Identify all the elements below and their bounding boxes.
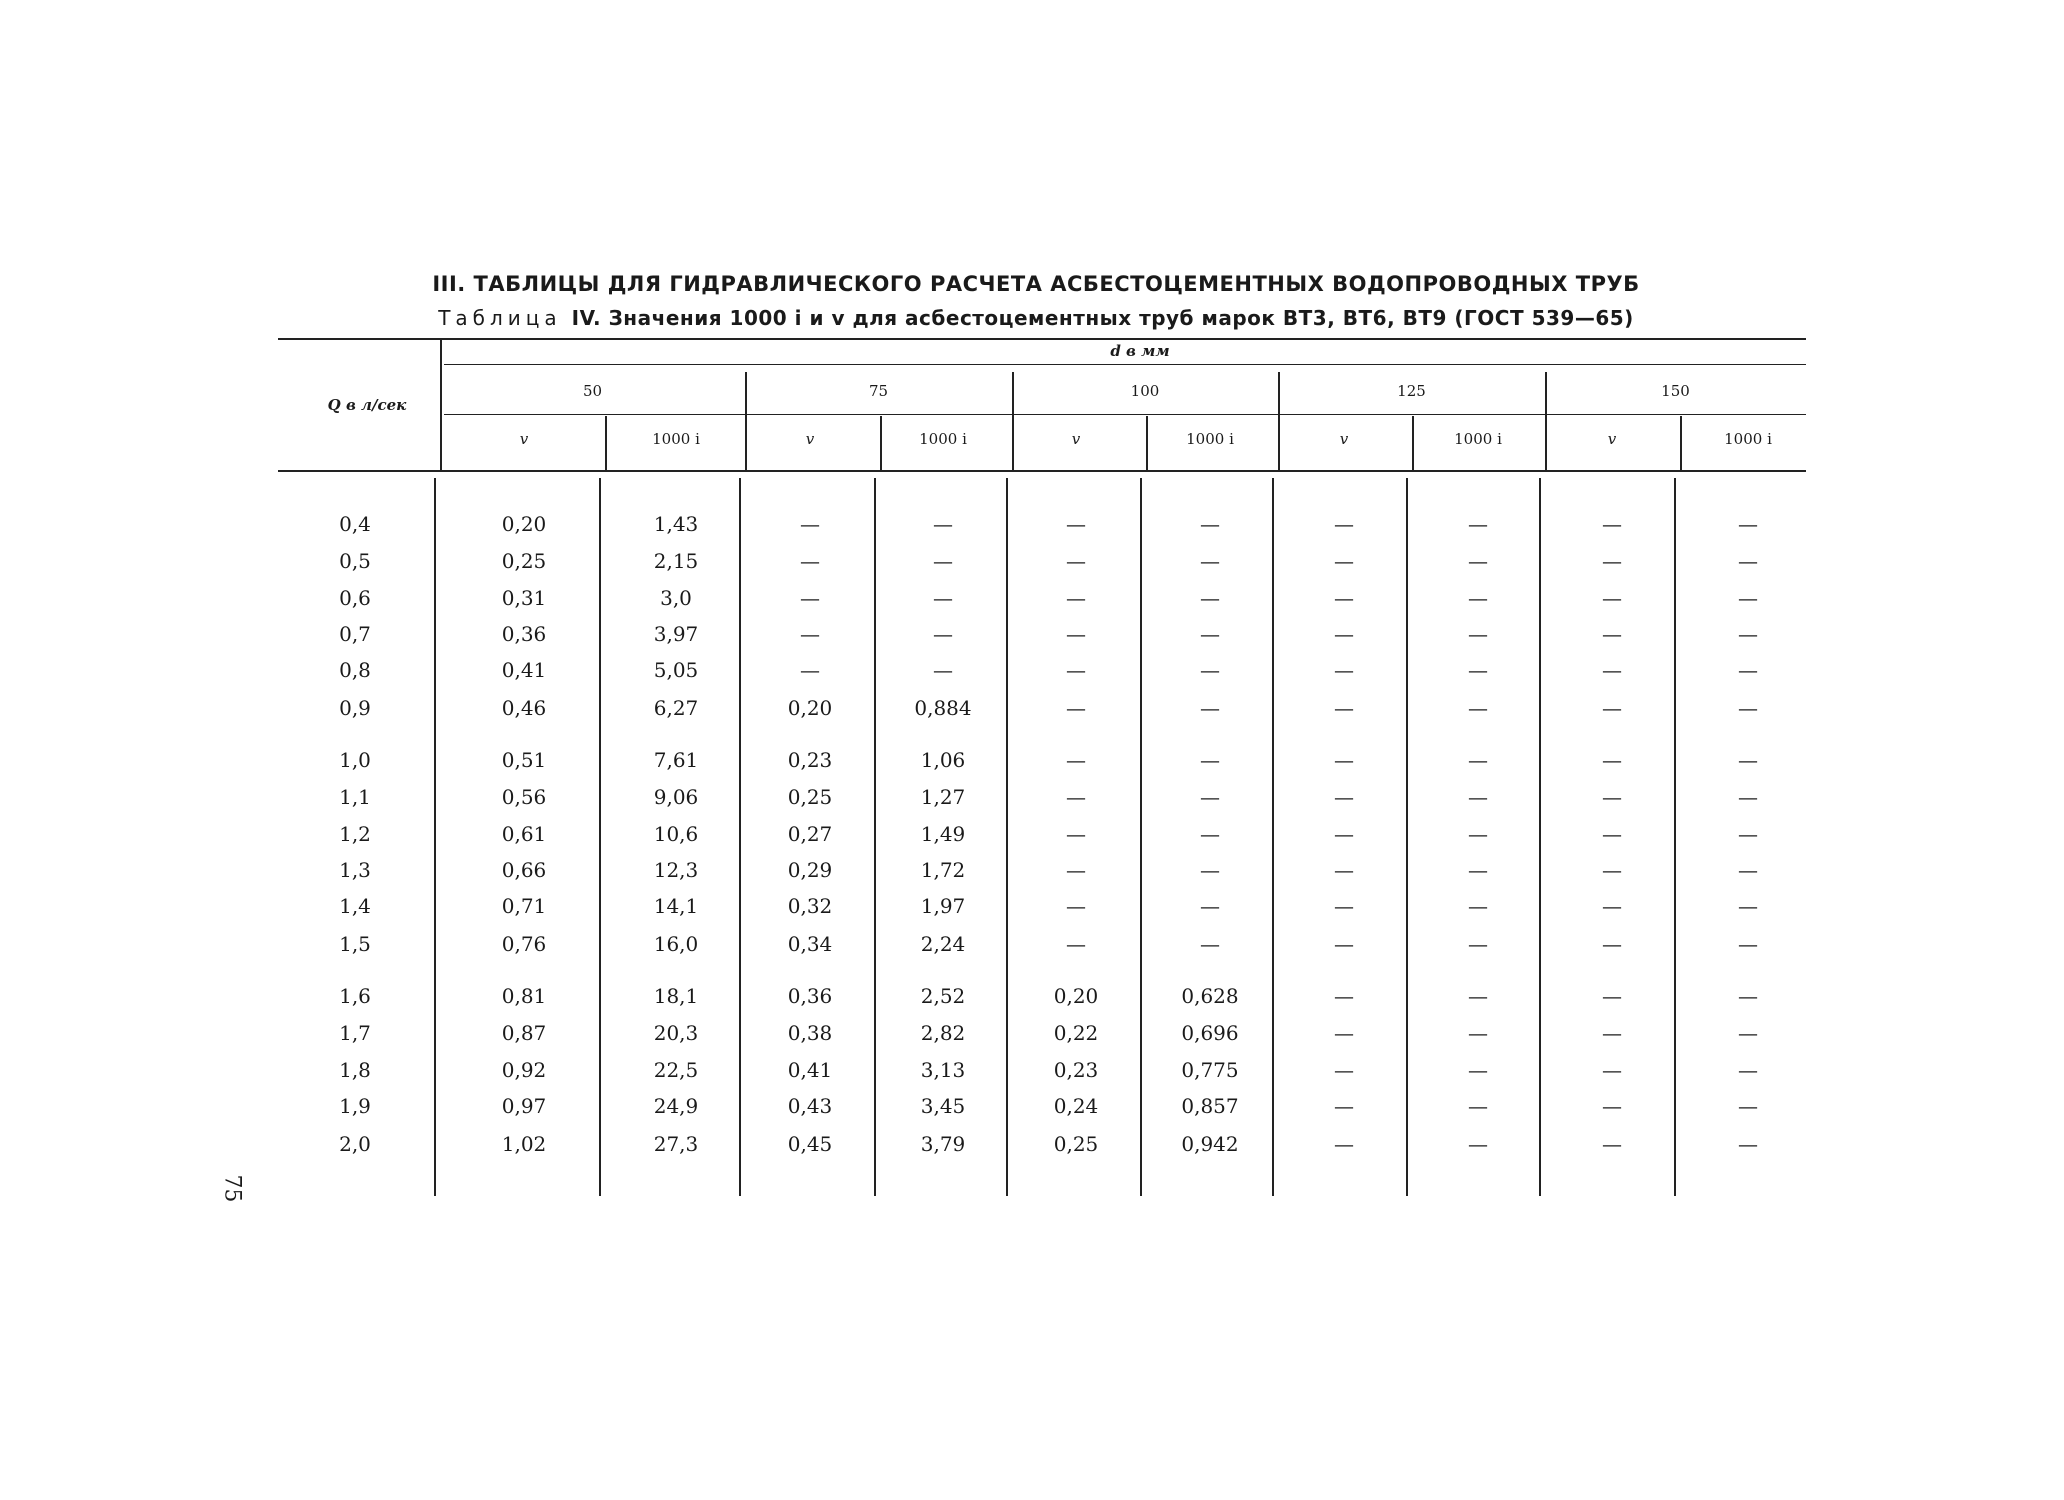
d-label-rule [444,364,1806,365]
sub-header-1000i: 1000 i [1454,430,1502,448]
value-cell: — [1468,785,1488,809]
q-cell: 0,6 [339,586,371,610]
q-cell: 1,8 [339,1058,371,1082]
value-cell: — [1066,622,1086,646]
value-cell: 24,9 [653,1094,699,1118]
column-divider-body [1272,478,1274,1196]
value-cell: — [1334,512,1354,536]
sub-header-v: v [1071,430,1081,448]
value-cell: — [1334,622,1354,646]
value-cell: 10,6 [653,822,699,846]
value-cell: — [1066,549,1086,573]
value-cell: — [1334,658,1354,682]
value-cell: 0,25 [787,785,833,809]
value-cell: 1,97 [920,894,966,918]
value-cell: — [1468,1058,1488,1082]
value-cell: 1,06 [920,748,966,772]
value-cell: — [1738,512,1758,536]
value-cell: — [1468,984,1488,1008]
q-cell: 1,4 [339,894,371,918]
section-heading: III. ТАБЛИЦЫ ДЛЯ ГИДРАВЛИЧЕСКОГО РАСЧЕТА АСБЕСТОЦЕМЕНТНЫХ ВОДОПРОВОДНЫХ ТРУБ [432,272,1640,296]
q-column-header: Q в л/сек [327,396,407,414]
diameter-header: 50 [582,382,603,400]
value-cell: — [1602,894,1622,918]
value-cell: 0,857 [1181,1094,1239,1118]
value-cell: 2,52 [920,984,966,1008]
value-cell: 9,06 [653,785,699,809]
value-cell: — [1602,586,1622,610]
q-cell: 1,5 [339,932,371,956]
diameter-rule [444,414,1806,415]
value-cell: 0,87 [501,1021,547,1045]
sub-header-1000i: 1000 i [919,430,967,448]
value-cell: — [1200,932,1220,956]
value-cell: 14,1 [653,894,699,918]
value-cell: 1,49 [920,822,966,846]
value-cell: — [933,622,953,646]
value-cell: — [1738,696,1758,720]
value-cell: — [1602,512,1622,536]
value-cell: — [1334,822,1354,846]
value-cell: 0,25 [1053,1132,1099,1156]
value-cell: — [800,549,820,573]
q-cell: 2,0 [339,1132,371,1156]
q-cell: 1,7 [339,1021,371,1045]
value-cell: 16,0 [653,932,699,956]
value-cell: — [1602,1021,1622,1045]
value-cell: — [1602,748,1622,772]
value-cell: — [1602,785,1622,809]
value-cell: 0,71 [501,894,547,918]
value-cell: — [933,549,953,573]
value-cell: — [1200,785,1220,809]
q-cell: 1,1 [339,785,371,809]
value-cell: 2,24 [920,932,966,956]
value-cell: — [1468,748,1488,772]
value-cell: — [1066,696,1086,720]
value-cell: 2,15 [653,549,699,573]
value-cell: — [1200,894,1220,918]
value-cell: — [1200,512,1220,536]
value-cell: — [1200,658,1220,682]
diameter-header: 75 [868,382,889,400]
value-cell: — [1200,696,1220,720]
q-cell: 1,3 [339,858,371,882]
value-cell: 0,20 [1053,984,1099,1008]
table-title-text: IV. Значения 1000 i и v для асбестоцементных труб марок ВТ3, ВТ6, ВТ9 (ГОСТ 539—65) [571,306,1634,330]
value-cell: 0,36 [787,984,833,1008]
value-cell: — [1602,984,1622,1008]
value-cell: — [1066,586,1086,610]
sub-header-v: v [805,430,815,448]
diameter-header: 150 [1661,382,1690,400]
value-cell: 0,41 [787,1058,833,1082]
value-cell: — [933,512,953,536]
value-cell: — [1066,932,1086,956]
value-cell: — [1468,1094,1488,1118]
value-cell: — [1468,586,1488,610]
table-title-label: Таблица [438,306,562,330]
diameter-header: 100 [1130,382,1160,400]
sub-header-v: v [519,430,529,448]
value-cell: — [933,586,953,610]
table-top-rule [278,338,1806,340]
value-cell: 1,02 [501,1132,547,1156]
column-divider [605,416,607,470]
value-cell: — [1468,658,1488,682]
column-divider [440,340,442,470]
value-cell: — [1334,1132,1354,1156]
value-cell: 3,13 [920,1058,966,1082]
value-cell: 20,3 [653,1021,699,1045]
value-cell: — [1738,622,1758,646]
column-divider [1412,416,1414,470]
value-cell: 1,27 [920,785,966,809]
sub-header-v: v [1339,430,1349,448]
diameter-header: 125 [1397,382,1426,400]
value-cell: — [1738,932,1758,956]
value-cell: — [1334,932,1354,956]
value-cell: 0,942 [1181,1132,1239,1156]
value-cell: 2,82 [920,1021,966,1045]
value-cell: 0,29 [787,858,833,882]
value-cell: 12,3 [653,858,699,882]
column-divider-body [599,478,601,1196]
table-title [276,306,1796,330]
value-cell: — [1738,894,1758,918]
column-divider-body [1406,478,1408,1196]
q-cell: 0,8 [339,658,371,682]
value-cell: — [1334,894,1354,918]
value-cell: 0,45 [787,1132,833,1156]
column-divider-body [1140,478,1142,1196]
value-cell: — [1738,658,1758,682]
value-cell: 0,66 [501,858,547,882]
value-cell: — [1738,1058,1758,1082]
value-cell: — [1738,549,1758,573]
value-cell: 1,43 [653,512,699,536]
value-cell: — [1602,658,1622,682]
value-cell: 0,61 [501,822,547,846]
value-cell: — [1738,858,1758,882]
column-divider-body [739,478,741,1196]
column-divider-body [1539,478,1541,1196]
value-cell: — [1602,858,1622,882]
value-cell: — [1334,748,1354,772]
value-cell: — [1738,586,1758,610]
value-cell: — [1468,1021,1488,1045]
value-cell: — [1200,549,1220,573]
value-cell: 0,41 [501,658,547,682]
value-cell: — [1738,984,1758,1008]
value-cell: 0,775 [1181,1058,1239,1082]
value-cell: — [933,658,953,682]
value-cell: 0,76 [501,932,547,956]
value-cell: — [1602,932,1622,956]
value-cell: 0,23 [787,748,833,772]
value-cell: — [1602,1058,1622,1082]
value-cell: — [1334,696,1354,720]
value-cell: 0,20 [501,512,547,536]
value-cell: — [1468,1132,1488,1156]
value-cell: — [1738,822,1758,846]
q-cell: 1,2 [339,822,371,846]
value-cell: 0,24 [1053,1094,1099,1118]
value-cell: — [800,512,820,536]
sub-header-v: v [1607,430,1617,448]
value-cell: 3,0 [660,586,692,610]
value-cell: — [1066,512,1086,536]
value-cell: — [1738,1021,1758,1045]
value-cell: — [1066,658,1086,682]
value-cell: — [1738,748,1758,772]
value-cell: 0,27 [787,822,833,846]
value-cell: 0,97 [501,1094,547,1118]
value-cell: — [1200,822,1220,846]
value-cell: — [1066,894,1086,918]
value-cell: 0,38 [787,1021,833,1045]
value-cell: — [1334,984,1354,1008]
value-cell: — [1738,785,1758,809]
column-divider-body [1674,478,1676,1196]
value-cell: 0,56 [501,785,547,809]
value-cell: 0,46 [501,696,547,720]
value-cell: — [800,658,820,682]
value-cell: — [1066,822,1086,846]
value-cell: — [1334,549,1354,573]
sub-header-1000i: 1000 i [1724,430,1772,448]
value-cell: 0,696 [1181,1021,1239,1045]
value-cell: — [1602,1132,1622,1156]
value-cell: — [1200,586,1220,610]
value-cell: 3,45 [920,1094,966,1118]
value-cell: — [1334,785,1354,809]
value-cell: — [1200,622,1220,646]
value-cell: — [1334,1058,1354,1082]
value-cell: 0,92 [501,1058,547,1082]
value-cell: 0,34 [787,932,833,956]
value-cell: 0,20 [787,696,833,720]
q-cell: 0,7 [339,622,371,646]
q-cell: 1,0 [339,748,371,772]
q-cell: 0,5 [339,549,371,573]
value-cell: — [1468,932,1488,956]
sub-header-1000i: 1000 i [652,430,700,448]
value-cell: — [1334,858,1354,882]
value-cell: — [800,622,820,646]
sub-header-1000i: 1000 i [1186,430,1234,448]
value-cell: — [1200,858,1220,882]
value-cell: — [1602,549,1622,573]
value-cell: — [1602,822,1622,846]
value-cell: 0,81 [501,984,547,1008]
value-cell: 0,32 [787,894,833,918]
q-cell: 1,9 [339,1094,371,1118]
value-cell: 3,97 [653,622,699,646]
column-divider-body [1006,478,1008,1196]
q-cell: 0,4 [339,512,371,536]
value-cell: — [1738,1132,1758,1156]
value-cell: 5,05 [653,658,699,682]
column-divider [880,416,882,470]
value-cell: — [1334,1094,1354,1118]
value-cell: 0,36 [501,622,547,646]
column-divider [1680,416,1682,470]
value-cell: 0,884 [914,696,972,720]
value-cell: — [1602,622,1622,646]
value-cell: — [1066,785,1086,809]
value-cell: — [1334,586,1354,610]
value-cell: — [1738,1094,1758,1118]
value-cell: — [1468,894,1488,918]
value-cell: — [1066,858,1086,882]
value-cell: 0,31 [501,586,547,610]
value-cell: 0,43 [787,1094,833,1118]
value-cell: 7,61 [653,748,699,772]
q-cell: 1,6 [339,984,371,1008]
value-cell: — [1602,1094,1622,1118]
column-divider [1146,416,1148,470]
value-cell: — [1468,696,1488,720]
value-cell: 0,25 [501,549,547,573]
value-cell: 0,51 [501,748,547,772]
value-cell: — [1334,1021,1354,1045]
value-cell: 0,23 [1053,1058,1099,1082]
value-cell: — [1602,696,1622,720]
d-column-header: d в мм [1110,342,1170,360]
value-cell: 6,27 [653,696,699,720]
value-cell: — [800,586,820,610]
value-cell: — [1468,549,1488,573]
value-cell: 18,1 [653,984,699,1008]
value-cell: 0,628 [1181,984,1239,1008]
column-divider-body [434,478,436,1196]
value-cell: — [1468,858,1488,882]
column-divider-body [874,478,876,1196]
page-number: 75 [219,1174,245,1203]
q-cell: 0,9 [339,696,371,720]
value-cell: — [1468,822,1488,846]
value-cell: — [1468,512,1488,536]
value-cell: 3,79 [920,1132,966,1156]
value-cell: 27,3 [653,1132,699,1156]
value-cell: — [1468,622,1488,646]
value-cell: 0,22 [1053,1021,1099,1045]
value-cell: 1,72 [920,858,966,882]
value-cell: 22,5 [653,1058,699,1082]
value-cell: — [1066,748,1086,772]
value-cell: — [1200,748,1220,772]
header-bottom-rule [278,470,1806,472]
